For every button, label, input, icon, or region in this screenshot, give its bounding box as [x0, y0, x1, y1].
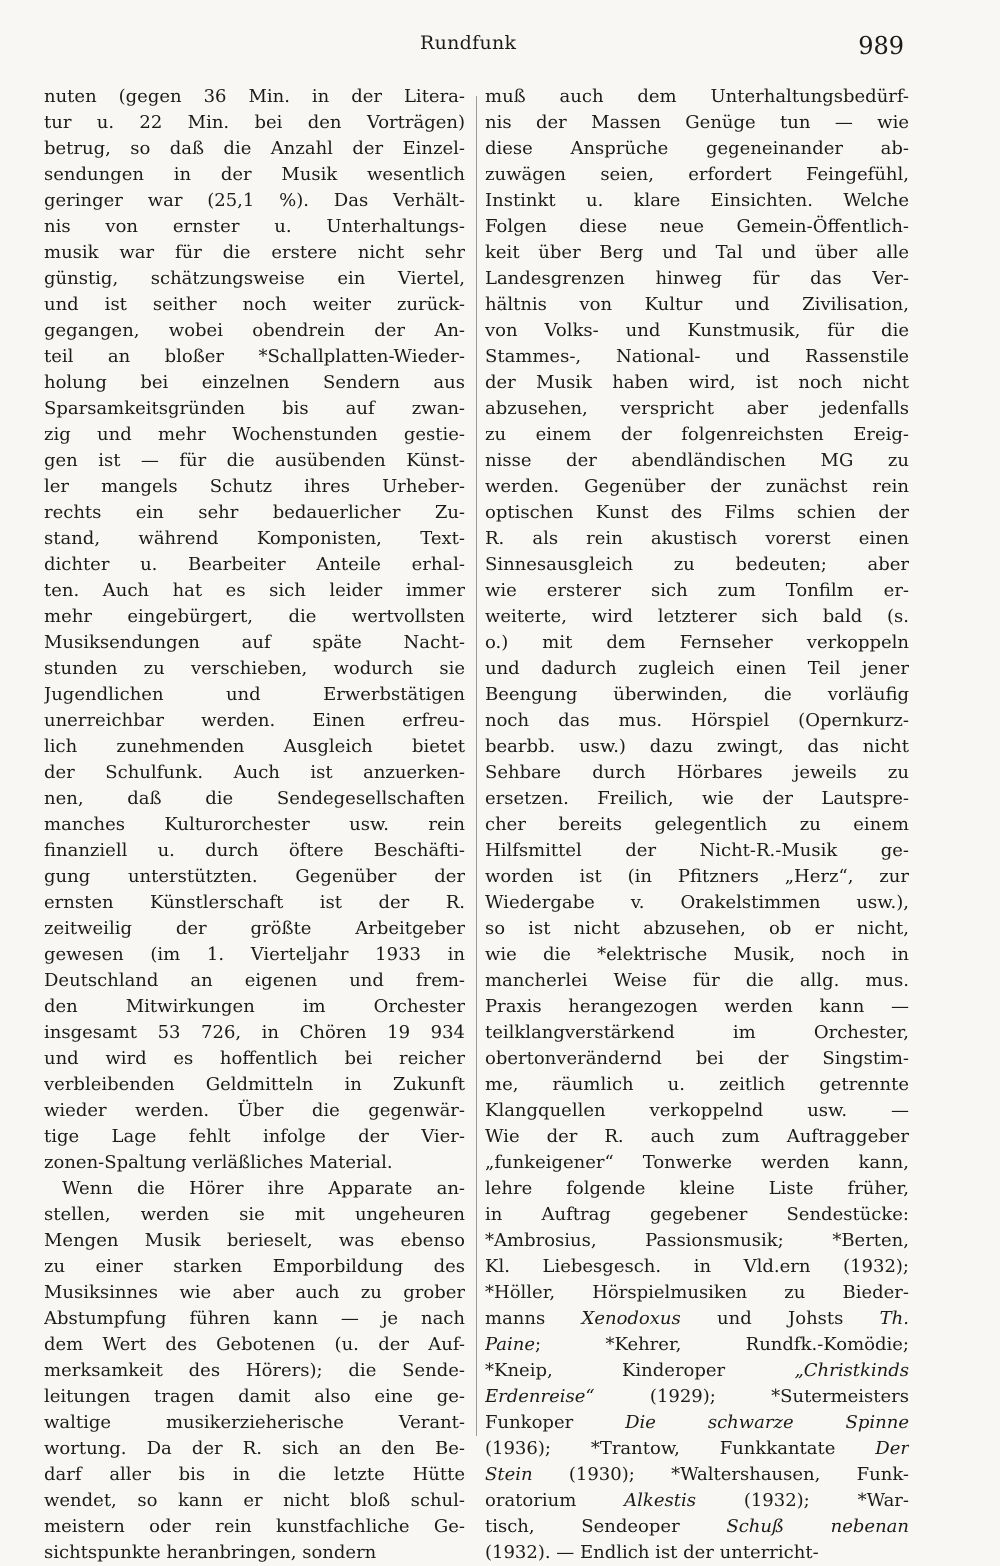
text-line: unerreichbar werden. Einen erfreu- [44, 710, 465, 731]
text-line: betrug, so daß die Anzahl der Einzel- [44, 138, 465, 159]
text-line: nis von ernster u. Unterhaltungs- [44, 216, 465, 237]
text-line: Musiksendungen auf späte Nacht- [44, 632, 465, 653]
right-column [485, 84, 909, 1566]
italic-title: Die schwarze Spinne [625, 1412, 909, 1433]
text-line: verbleibenden Geldmitteln in Zukunft [44, 1074, 465, 1095]
text-line: wortung. Da der R. sich an den Be- [44, 1438, 465, 1459]
italic-title: Xenodoxus [581, 1308, 681, 1329]
text-line: sichtspunkte heranbringen, sondern [44, 1542, 377, 1563]
text-line: wieder werden. Über die gegenwär- [44, 1100, 465, 1121]
text-line: noch das mus. Hörspiel (Opernkurz- [485, 710, 909, 731]
text-line: stand, während Komponisten, Text- [44, 528, 465, 549]
text-run: und Johsts [680, 1308, 880, 1329]
text-line: Abstumpfung führen kann — je nach [44, 1308, 465, 1329]
text-run: tisch, Sendeoper [485, 1516, 727, 1537]
italic-title: Der [875, 1438, 909, 1459]
text-line: musik war für die erstere nicht sehr [44, 242, 465, 263]
text-line: lehre folgende kleine Liste früher, [485, 1178, 909, 1199]
text-line: sendungen in der Musik wesentlich [44, 164, 465, 185]
text-line [485, 1436, 909, 1462]
text-line: wie die *elektrische Musik, noch in [485, 944, 909, 965]
text-line [485, 1410, 909, 1436]
text-line: ernsten Künstlerschaft ist der R. [44, 892, 465, 913]
text-run: (1932); *War- [695, 1490, 909, 1511]
text-line: insgesamt 53 726, in Chören 19 934 [44, 1022, 465, 1043]
text-line: Jugendlichen und Erwerbstätigen [44, 684, 465, 705]
text-line: muß auch dem Unterhaltungsbedürf- [485, 86, 909, 107]
text-line: gegangen, wobei obendrein der An- [44, 320, 465, 341]
text-line: zu einem der folgenreichsten Ereig- [485, 424, 909, 445]
text-run: (1930); *Waltershausen, Funk- [532, 1464, 909, 1485]
text-line: wie ersterer sich zum Tonfilm er- [485, 580, 909, 601]
italic-title: „Christkinds [794, 1360, 909, 1381]
text-line: cher bereits gelegentlich zu einem [485, 814, 909, 835]
text-line: Wiedergabe v. Orakelstimmen usw.), [485, 892, 909, 913]
text-line [485, 1488, 909, 1514]
text-line [485, 1332, 909, 1358]
text-line: Klangquellen verkoppelnd usw. — [485, 1100, 909, 1121]
text-line: günstig, schätzungsweise ein Viertel, [44, 268, 465, 289]
text-line: nuten (gegen 36 Min. in der Litera- [44, 86, 465, 107]
text-line: *Höller, Hörspielmusiken zu Bieder- [485, 1282, 909, 1303]
text-line: merksamkeit des Hörers); die Sende- [44, 1360, 465, 1381]
text-line [485, 1514, 909, 1540]
text-run: manns [485, 1308, 582, 1329]
text-line: Sparsamkeitsgründen bis auf zwan- [44, 398, 465, 419]
page-number: 989 [858, 32, 904, 60]
text-line: Landesgrenzen hinweg für das Ver- [485, 268, 909, 289]
text-line: gung unterstützten. Gegenüber der [44, 866, 465, 887]
text-line: nisse der abendländischen MG zu [485, 450, 909, 471]
text-line: waltige musikerzieherische Verant- [44, 1412, 465, 1433]
text-line: werden. Gegenüber der zunächst rein [485, 476, 909, 497]
text-line: Mengen Musik berieselt, was ebenso [44, 1230, 465, 1251]
italic-title: Schuß nebenan [726, 1516, 909, 1537]
text-line: holung bei einzelnen Sendern aus [44, 372, 465, 393]
italic-title: Erdenreise“ [485, 1386, 595, 1407]
text-line: zeitweilig der größte Arbeitgeber [44, 918, 465, 939]
text-line: darf aller bis in die letzte Hütte [44, 1464, 465, 1485]
text-line: Deutschland an eigenen und frem- [44, 970, 465, 991]
text-line: zig und mehr Wochenstunden gestie- [44, 424, 465, 445]
text-line: stellen, werden sie mit ungeheuren [44, 1204, 465, 1225]
text-line: tige Lage fehlt infolge der Vier- [44, 1126, 465, 1147]
text-line: ten. Auch hat es sich leider immer [44, 580, 465, 601]
text-line: me, räumlich u. zeitlich getrennte [485, 1074, 909, 1095]
text-line: manches Kulturorchester usw. rein [44, 814, 465, 835]
text-run: (1929); *Sutermeisters [594, 1386, 909, 1407]
text-line: zu einer starken Emporbildung des [44, 1256, 465, 1277]
text-line: leitungen tragen damit also eine ge- [44, 1386, 465, 1407]
text-line [485, 1384, 909, 1410]
text-run: Funkoper [485, 1412, 626, 1433]
italic-title: Paine [485, 1334, 536, 1355]
text-line: lich zunehmenden Ausgleich bietet [44, 736, 465, 757]
text-line: nis der Massen Genüge tun — wie [485, 112, 909, 133]
text-line: rechts ein sehr bedauerlicher Zu- [44, 502, 465, 523]
text-line: mancherlei Weise für die allg. mus. [485, 970, 909, 991]
text-run: oratorium [485, 1490, 625, 1511]
text-line: dichter u. Bearbeiter Anteile erhal- [44, 554, 465, 575]
running-head [0, 30, 1000, 60]
text-line: Beengung überwinden, die vorläufig [485, 684, 909, 705]
text-line: und dadurch zugleich einen Teil jener [485, 658, 909, 679]
text-line: zuwägen seien, erfordert Feingefühl, [485, 164, 909, 185]
text-line: *Ambrosius, Passionsmusik; *Berten, [485, 1230, 909, 1251]
column-divider [476, 96, 477, 1436]
text-line: Folgen diese neue Gemein-Öffentlich- [485, 216, 909, 237]
text-line: wendet, so kann er nicht bloß schul- [44, 1490, 465, 1511]
text-line: geringer war (25,1 %). Das Verhält- [44, 190, 465, 211]
text-run: ; *Kehrer, Rundfk.-Komödie; [535, 1334, 909, 1355]
italic-title: Stein [485, 1464, 533, 1485]
text-line: teilklangverstärkend im Orchester, [485, 1022, 909, 1043]
text-line: und wird es hoffentlich bei reicher [44, 1048, 465, 1069]
text-line: „funkeigener“ Tonwerke werden kann, [485, 1152, 909, 1173]
italic-title: Th. [879, 1308, 909, 1329]
text-line: den Mitwirkungen im Orchester [44, 996, 465, 1017]
text-line: nen, daß die Sendegesellschaften [44, 788, 465, 809]
text-line: R. als rein akustisch vorerst einen [485, 528, 909, 549]
text-line: tur u. 22 Min. bei den Vorträgen) [44, 112, 465, 133]
text-line: hältnis von Kultur und Zivilisation, [485, 294, 909, 315]
text-line: ersetzen. Freilich, wie der Lautspre- [485, 788, 909, 809]
running-title: Rundfunk [420, 32, 517, 54]
text-line: weiterte, wird letzterer sich bald (s. [485, 606, 909, 627]
text-line: Musiksinnes wie aber auch zu grober [44, 1282, 465, 1303]
text-line: Hilfsmittel der Nicht-R.-Musik ge- [485, 840, 909, 861]
text-line: der Musik haben wird, ist noch nicht [485, 372, 909, 393]
text-line: und ist seither noch weiter zurück- [44, 294, 465, 315]
text-line: teil an bloßer *Schallplatten-Wieder- [44, 346, 465, 367]
text-line: ler mangels Schutz ihres Urheber- [44, 476, 465, 497]
text-line [485, 1306, 909, 1332]
text-run: (1936); *Trantow, Funkkantate [485, 1438, 876, 1459]
text-line [485, 1462, 909, 1488]
text-line: meistern oder rein kunstfachliche Ge- [44, 1516, 465, 1537]
text-line: Kl. Liebesgesch. in Vld.ern (1932); [485, 1256, 909, 1277]
text-line: Stammes-, National- und Rassenstile [485, 346, 909, 367]
text-line: Instinkt u. klare Einsichten. Welche [485, 190, 909, 211]
text-line: stunden zu verschieben, wodurch sie [44, 658, 465, 679]
text-line: Wenn die Hörer ihre Apparate an- [62, 1178, 465, 1199]
italic-title: Alkestis [624, 1490, 696, 1511]
text-line: der Schulfunk. Auch ist anzuerken- [44, 762, 465, 783]
text-line: diese Ansprüche gegeneinander ab- [485, 138, 909, 159]
text-line: bearbb. usw.) dazu zwingt, das nicht [485, 736, 909, 757]
text-line: finanziell u. durch öftere Beschäfti- [44, 840, 465, 861]
text-line: so ist nicht abzusehen, ob er nicht, [485, 918, 909, 939]
text-line: worden ist (in Pfitzners „Herz“, zur [485, 866, 909, 887]
text-line: Sehbare durch Hörbares jeweils zu [485, 762, 909, 783]
text-line: mehr eingebürgert, die wertvollsten [44, 606, 465, 627]
text-run: *Kneip, Kinderoper [485, 1360, 795, 1381]
text-line: Wie der R. auch zum Auftraggeber [485, 1126, 909, 1147]
text-line: (1932). — Endlich ist der unterricht- [485, 1542, 819, 1563]
left-column [44, 84, 465, 1566]
text-line: gewesen (im 1. Vierteljahr 1933 in [44, 944, 465, 965]
text-line: optischen Kunst des Films schien der [485, 502, 909, 523]
text-line: dem Wert des Gebotenen (u. der Auf- [44, 1334, 465, 1355]
text-line: keit über Berg und Tal und über alle [485, 242, 909, 263]
text-line: zonen-Spaltung verläßliches Material. [44, 1152, 393, 1173]
text-line: o.) mit dem Fernseher verkoppeln [485, 632, 909, 653]
text-line [485, 1358, 909, 1384]
text-line: Praxis herangezogen werden kann — [485, 996, 909, 1017]
text-line: gen ist — für die ausübenden Künst- [44, 450, 465, 471]
text-line: Sinnesausgleich zu bedeuten; aber [485, 554, 909, 575]
text-line: von Volks- und Kunstmusik, für die [485, 320, 909, 341]
text-line: abzusehen, verspricht aber jedenfalls [485, 398, 909, 419]
text-line: obertonverändernd bei der Singstim- [485, 1048, 909, 1069]
text-line: in Auftrag gegebener Sendestücke: [485, 1204, 909, 1225]
